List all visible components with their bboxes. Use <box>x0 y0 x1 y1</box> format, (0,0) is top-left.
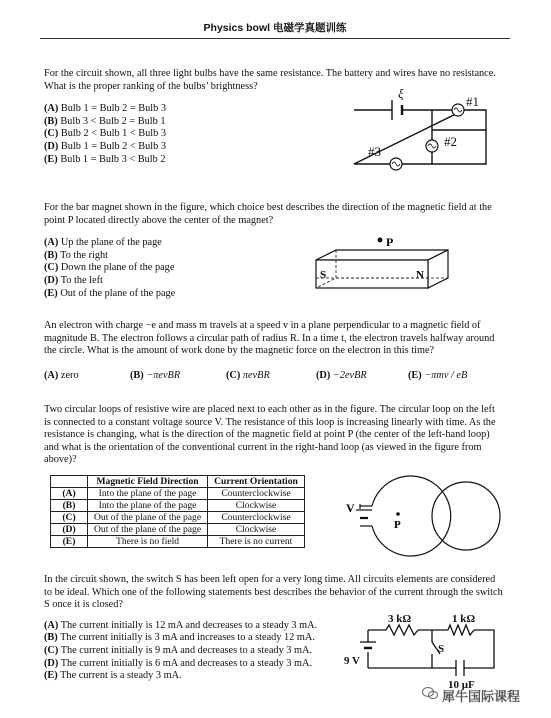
option-key: (D) <box>44 657 59 669</box>
magnet-front-face <box>316 260 428 288</box>
option-text: −πevBR <box>146 369 181 381</box>
table-cell: Counterclockwise <box>208 488 305 500</box>
option-text: Bulb 3 < Bulb 2 = Bulb 1 <box>60 115 166 127</box>
option-text: The current initially is 6 mA and decreases to a steady 3 mA. <box>60 657 313 669</box>
option-key: (A) <box>44 103 59 115</box>
magnet-north-label: N <box>416 269 424 281</box>
table-header-cell <box>51 476 88 488</box>
two-loops-diagram <box>342 474 502 558</box>
resistor-1k-label: 1 kΩ <box>452 613 476 625</box>
option-key: (A) <box>44 237 59 249</box>
table-cell: Into the plane of the page <box>88 488 208 500</box>
option-key: (E) <box>408 369 422 381</box>
option-key: (C) <box>44 644 59 656</box>
page-header-title: Physics bowl 电磁学真题训练 <box>203 22 347 34</box>
point-p-label: P <box>386 235 394 249</box>
bulb-2-label: #2 <box>444 134 457 149</box>
bar-magnet-diagram <box>312 232 452 298</box>
option-text: The current initially is 9 mA and decreases to a steady 3 mA. <box>60 644 313 656</box>
table-row[interactable] <box>51 524 305 536</box>
table-cell: (C) <box>51 512 88 524</box>
option-text: To the right <box>60 249 109 261</box>
option-text: πevBR <box>242 369 270 381</box>
table-cell: Clockwise <box>208 524 305 536</box>
table-header-row <box>51 476 305 488</box>
option-key: (E) <box>44 153 58 165</box>
bulb-circuit-diagram <box>340 86 510 178</box>
option-key: (B) <box>130 369 144 381</box>
emf-label: ξ <box>398 86 404 101</box>
voltage-label: V <box>346 501 355 515</box>
option-a[interactable] <box>44 370 130 383</box>
table-row[interactable] <box>51 536 305 548</box>
question-1-stem: For the circuit shown, all three light bulbs have the same resistance. The battery and wires have no resistance. What is the proper ranking of the bulbs’ brightness? <box>44 68 496 92</box>
table-cell: (D) <box>51 524 88 536</box>
option-text: Bulb 1 = Bulb 2 = Bulb 3 <box>60 103 167 115</box>
table-header-cell: Current Orientation <box>208 476 305 488</box>
option-key: (A) <box>44 369 59 381</box>
question-2-stem: For the bar magnet shown in the figure, which choice best describes the direction of the magnetic field at the point P located directly above the center of the magnet? <box>44 202 492 226</box>
option-c[interactable] <box>226 370 316 383</box>
resistor-1k <box>448 625 474 635</box>
option-text: Bulb 1 = Bulb 3 < Bulb 2 <box>60 153 166 165</box>
left-loop <box>372 476 451 556</box>
table-header-cell: Magnetic Field Direction <box>88 476 208 488</box>
wechat-icon <box>422 686 438 700</box>
table-cell: (B) <box>51 500 88 512</box>
question-3-stem: An electron with charge −e and mass m travels at a speed v in a plane perpendicular to a magnetic field of magnitude B. The electron follows a circular path of radius R. In a time t, the electron travels halfway around the circle. What is the amount of work done by the magnetic force on the electron in this time? <box>44 320 495 357</box>
magnet-south-label: S <box>320 269 327 281</box>
option-text: To the left <box>60 274 103 286</box>
option-key: (C) <box>44 128 59 140</box>
table-cell: Out of the plane of the page <box>88 512 208 524</box>
option-key: (C) <box>226 369 241 381</box>
question-4-stem: Two circular loops of resistive wire are placed next to each other as in the figure. The circular loop on the left is connected to a constant voltage source V. The resistance of this loop is increasing linearly with time. As the resistance is changing, what is the direction of the magnetic field at point P (the center of the left-hand loop) and what is the orientation of the conventional current in the right-hand loop (as viewed in the figure from above)? <box>44 404 496 466</box>
question-3 <box>44 320 504 382</box>
option-text: Bulb 1 = Bulb 2 < Bulb 3 <box>60 140 167 152</box>
point-p-dot <box>378 238 383 243</box>
table-cell: Into the plane of the page <box>88 500 208 512</box>
option-b[interactable] <box>130 370 226 383</box>
option-key: (B) <box>44 632 58 644</box>
table-cell: (A) <box>51 488 88 500</box>
option-key: (B) <box>44 115 58 127</box>
option-text: The current initially is 12 mA and decreases to a steady 3 mA. <box>60 619 318 631</box>
capacitor-label: 10 μF <box>448 679 475 690</box>
table-row[interactable] <box>51 488 305 500</box>
resistor-3k-label: 3 kΩ <box>388 613 412 625</box>
option-key: (D) <box>316 369 331 381</box>
option-text: −2evBR <box>332 369 367 381</box>
option-text: Down the plane of the page <box>60 262 175 274</box>
switch-label: S <box>438 643 445 655</box>
option-text: Out of the plane of the page <box>60 287 176 299</box>
header-rule <box>40 38 510 39</box>
option-key: (D) <box>44 274 59 286</box>
question-4 <box>44 404 504 467</box>
table-cell: There is no current <box>208 536 305 548</box>
option-key: (D) <box>44 140 59 152</box>
option-text: Up the plane of the page <box>60 237 162 249</box>
option-key: (C) <box>44 262 59 274</box>
option-d[interactable] <box>316 370 408 383</box>
watermark-text: 犀牛国际课程 <box>442 690 521 705</box>
question-5-stem: In the circuit shown, the switch S has been left open for a very long time. All circuits elements are considered to be ideal. Which one of the following statements best describes the behavior of the current through the switch S once it is closed? <box>44 574 503 611</box>
rc-switch-circuit-diagram <box>344 612 504 690</box>
option-text: The current initially is 3 mA and increases to a steady 12 mA. <box>60 632 315 644</box>
table-cell: Counterclockwise <box>208 512 305 524</box>
option-text: Bulb 2 < Bulb 1 < Bulb 3 <box>60 128 167 140</box>
option-text: zero <box>60 369 79 381</box>
bulb-3-label: #3 <box>368 144 381 159</box>
table-cell: There is no field <box>88 536 208 548</box>
table-cell: (E) <box>51 536 88 548</box>
option-text: −πmv / eB <box>424 369 468 381</box>
right-loop <box>432 482 500 550</box>
resistor-3k <box>386 625 418 635</box>
point-p-label: P <box>394 519 401 531</box>
table-cell: Clockwise <box>208 500 305 512</box>
option-key: (E) <box>44 287 58 299</box>
answer-table <box>50 475 305 548</box>
option-key: (E) <box>44 670 58 682</box>
option-key: (B) <box>44 249 58 261</box>
bulb-1-label: #1 <box>466 94 479 109</box>
table-cell: Out of the plane of the page <box>88 524 208 536</box>
option-e[interactable] <box>408 370 494 383</box>
question-3-options <box>44 370 504 383</box>
battery-label: 9 V <box>344 655 360 667</box>
table-row[interactable] <box>51 500 305 512</box>
option-text: The current is a steady 3 mA. <box>60 670 182 682</box>
option-key: (A) <box>44 619 59 631</box>
center-point-dot <box>396 512 400 516</box>
table-row[interactable] <box>51 512 305 524</box>
